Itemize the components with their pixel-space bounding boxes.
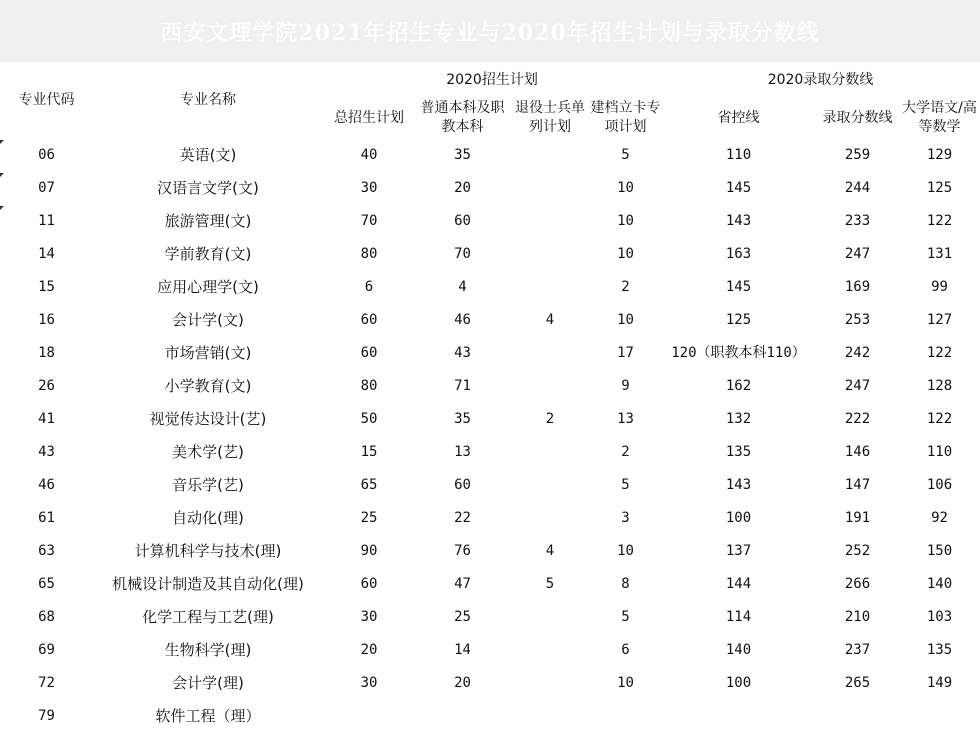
cell-veteran (510, 204, 590, 237)
header-province-line: 省控线 (717, 109, 760, 126)
table-row (0, 600, 980, 633)
cell-name: 应用心理学(文) (157, 278, 259, 296)
cell-code: 16 (38, 311, 55, 328)
cell-name: 自动化(理) (172, 509, 244, 527)
cell-subject: 110 (926, 443, 953, 460)
cell-total: 30 (360, 179, 378, 196)
cell-regular: 4 (458, 278, 467, 295)
cell-province: 100 (725, 674, 752, 691)
cell-veteran: 5 (545, 575, 555, 592)
cell-province: 120（职教本科110） (671, 344, 806, 361)
table-row (0, 237, 980, 270)
cell-poverty: 2 (621, 278, 630, 295)
cell-code: 65 (38, 575, 55, 592)
cell-code: 26 (38, 377, 55, 394)
cell-score: 252 (844, 542, 871, 559)
table-row (0, 336, 980, 369)
cell-total: 70 (360, 212, 378, 229)
cell-regular: 20 (454, 179, 471, 196)
header-score-group: 2020录取分数线 (767, 71, 874, 88)
cell-regular: 22 (454, 509, 471, 526)
admission-table (0, 62, 980, 732)
cell-province: 125 (725, 311, 752, 328)
cell-veteran (510, 171, 590, 204)
cell-code: 79 (38, 707, 55, 724)
cell-name: 英语(文) (179, 146, 237, 164)
cell-veteran: 4 (545, 311, 555, 328)
cell-total: 50 (360, 410, 378, 427)
cell-poverty: 2 (621, 443, 630, 460)
cell-regular: 60 (454, 212, 471, 229)
header-veteran: 退役士兵单列计划 (515, 100, 585, 135)
cell-province: 143 (725, 476, 752, 493)
cell-name: 视觉传达设计(艺) (149, 410, 267, 428)
cell-province: 110 (725, 146, 752, 163)
cell-province (661, 699, 816, 732)
cell-subject (899, 699, 980, 732)
cell-score: 253 (844, 311, 871, 328)
cell-code: 11 (38, 212, 55, 229)
cell-poverty: 10 (617, 311, 634, 328)
cell-province: 100 (725, 509, 752, 526)
cell-subject: 150 (926, 542, 953, 559)
cell-poverty: 10 (617, 674, 634, 691)
cell-total: 25 (360, 509, 378, 526)
cell-name: 汉语言文学(文) (157, 179, 259, 197)
table-row (0, 369, 980, 402)
table-row (0, 699, 980, 732)
cell-score: 147 (844, 476, 871, 493)
cell-veteran (510, 237, 590, 270)
cell-province: 137 (725, 542, 752, 559)
cell-name: 学前教育(文) (164, 245, 252, 263)
cell-veteran (510, 501, 590, 534)
cell-veteran (510, 369, 590, 402)
cell-code: 69 (38, 641, 55, 658)
cell-regular: 35 (454, 146, 471, 163)
cell-name: 会计学(文) (172, 311, 244, 329)
cell-code: 72 (38, 674, 55, 691)
cell-total: 20 (360, 641, 378, 658)
cell-score: 247 (844, 377, 871, 394)
cell-subject: 128 (926, 377, 953, 394)
cell-total: 90 (360, 542, 378, 559)
cell-veteran (510, 270, 590, 303)
cell-name: 软件工程（理） (155, 707, 261, 725)
table-row (0, 270, 980, 303)
cell-code: 46 (38, 476, 55, 493)
cell-subject: 122 (926, 344, 953, 361)
cell-poverty: 17 (617, 344, 634, 361)
cell-score (816, 699, 899, 732)
cell-code: 14 (38, 245, 55, 262)
cell-province: 162 (725, 377, 752, 394)
cell-code: 63 (38, 542, 55, 559)
cell-veteran: 4 (545, 542, 555, 559)
cell-subject: 140 (926, 575, 953, 592)
cell-veteran (510, 138, 590, 171)
cell-veteran (510, 666, 590, 699)
cell-subject: 106 (926, 476, 953, 493)
cell-subject: 149 (926, 674, 953, 691)
cell-code: 61 (38, 509, 55, 526)
cell-subject: 127 (926, 311, 953, 328)
cell-subject: 103 (926, 608, 953, 625)
header-name: 专业名称 (180, 91, 236, 108)
cell-veteran (510, 336, 590, 369)
cell-score: 191 (844, 509, 871, 526)
cell-total: 60 (360, 311, 378, 328)
cell-subject: 99 (931, 278, 948, 295)
cell-total: 30 (360, 608, 378, 625)
cell-name: 机械设计制造及其自动化(理) (112, 575, 304, 593)
cell-total: 40 (360, 146, 378, 163)
table-row (0, 435, 980, 468)
cell-subject: 122 (926, 410, 953, 427)
table-row (0, 402, 980, 435)
table-row (0, 303, 980, 336)
cell-veteran: 2 (545, 410, 555, 427)
cell-code: 18 (38, 344, 55, 361)
cell-poverty: 6 (621, 641, 630, 658)
header-total-plan: 总招生计划 (334, 109, 404, 126)
cell-regular: 43 (454, 344, 471, 361)
cell-regular: 60 (454, 476, 471, 493)
cell-total (323, 699, 415, 732)
cell-province: 143 (725, 212, 752, 229)
header-language-math: 大学语文/高等数学 (902, 100, 977, 135)
cell-province: 163 (725, 245, 752, 262)
cell-poverty: 10 (617, 179, 634, 196)
cell-subject: 122 (926, 212, 953, 229)
table-row (0, 138, 980, 171)
cell-regular (415, 699, 510, 732)
cell-code: 43 (38, 443, 55, 460)
cell-name: 美术学(艺) (172, 443, 244, 461)
cell-poverty: 10 (617, 542, 634, 559)
header-plan-group: 2020招生计划 (446, 71, 538, 88)
table-row (0, 534, 980, 567)
cell-province: 144 (725, 575, 752, 592)
header-regular: 普通本科及职教本科 (420, 100, 505, 135)
table-row (0, 666, 980, 699)
cell-poverty: 10 (617, 245, 634, 262)
cell-regular: 25 (454, 608, 471, 625)
cell-score: 146 (844, 443, 871, 460)
cell-score: 266 (844, 575, 871, 592)
cell-veteran (510, 435, 590, 468)
cell-regular: 71 (454, 377, 471, 394)
cell-subject: 92 (931, 509, 948, 526)
cell-poverty: 9 (621, 377, 630, 394)
cell-poverty: 3 (621, 509, 630, 526)
cell-code: 06 (38, 146, 55, 163)
cell-regular: 70 (454, 245, 471, 262)
table-row (0, 468, 980, 501)
cell-regular: 35 (454, 410, 471, 427)
cell-code: 15 (38, 278, 55, 295)
cell-total: 30 (360, 674, 378, 691)
cell-score: 222 (844, 410, 871, 427)
cell-subject: 131 (926, 245, 953, 262)
cell-name: 旅游管理(文) (164, 212, 252, 230)
cell-province: 132 (725, 410, 752, 427)
table-row (0, 501, 980, 534)
cell-regular: 76 (454, 542, 471, 559)
cell-name: 音乐学(艺) (172, 476, 244, 494)
cell-score: 210 (844, 608, 871, 625)
cell-score: 247 (844, 245, 871, 262)
cell-name: 会计学(理) (172, 674, 244, 692)
cell-province: 135 (725, 443, 752, 460)
cell-subject: 135 (926, 641, 953, 658)
cell-poverty (590, 699, 661, 732)
cell-veteran (510, 699, 590, 732)
cell-poverty: 5 (621, 476, 630, 493)
cell-total: 80 (360, 245, 378, 262)
title-bar (0, 0, 980, 62)
cell-code: 07 (38, 179, 55, 196)
cell-poverty: 5 (621, 146, 630, 163)
cell-veteran (510, 600, 590, 633)
cell-score: 169 (844, 278, 871, 295)
cell-code: 41 (38, 410, 55, 427)
cell-regular: 46 (454, 311, 471, 328)
cell-poverty: 8 (621, 575, 630, 592)
cell-name: 小学教育(文) (164, 377, 252, 395)
cell-regular: 20 (454, 674, 471, 691)
cell-regular: 47 (454, 575, 471, 592)
cell-name: 化学工程与工艺(理) (142, 608, 274, 626)
cell-province: 145 (725, 179, 752, 196)
cell-poverty: 10 (617, 212, 634, 229)
cell-poverty: 5 (621, 608, 630, 625)
cell-name: 计算机科学与技术(理) (134, 542, 282, 560)
cell-score: 244 (844, 179, 871, 196)
header-poverty: 建档立卡专项计划 (590, 100, 661, 135)
header-code: 专业代码 (18, 91, 75, 108)
cell-score: 242 (844, 344, 871, 361)
cell-total: 15 (360, 443, 378, 460)
cell-total: 6 (364, 278, 374, 295)
cell-score: 237 (844, 641, 871, 658)
cell-score: 265 (844, 674, 871, 691)
cell-total: 65 (360, 476, 378, 493)
cell-subject: 129 (926, 146, 953, 163)
table-row (0, 633, 980, 666)
cell-total: 80 (360, 377, 378, 394)
cell-code: 68 (38, 608, 55, 625)
cell-province: 145 (725, 278, 752, 295)
cell-total: 60 (360, 344, 378, 361)
cell-veteran (510, 468, 590, 501)
table-row (0, 204, 980, 237)
cell-province: 114 (725, 608, 752, 625)
cell-veteran (510, 633, 590, 666)
cell-subject: 125 (926, 179, 953, 196)
cell-poverty: 13 (617, 410, 634, 427)
header-admit-score: 录取分数线 (822, 109, 893, 126)
cell-score: 259 (844, 146, 871, 163)
cell-regular: 14 (454, 641, 471, 658)
table-row (0, 567, 980, 600)
cell-province: 140 (725, 641, 752, 658)
cell-name: 市场营销(文) (164, 344, 252, 362)
cell-score: 233 (844, 212, 871, 229)
cell-total: 60 (360, 575, 378, 592)
cell-regular: 13 (454, 443, 471, 460)
page-title: 西安文理学院2021年招生专业与2020年招生计划与录取分数线 (160, 19, 820, 46)
cell-name: 生物科学(理) (164, 641, 252, 659)
table-row (0, 171, 980, 204)
